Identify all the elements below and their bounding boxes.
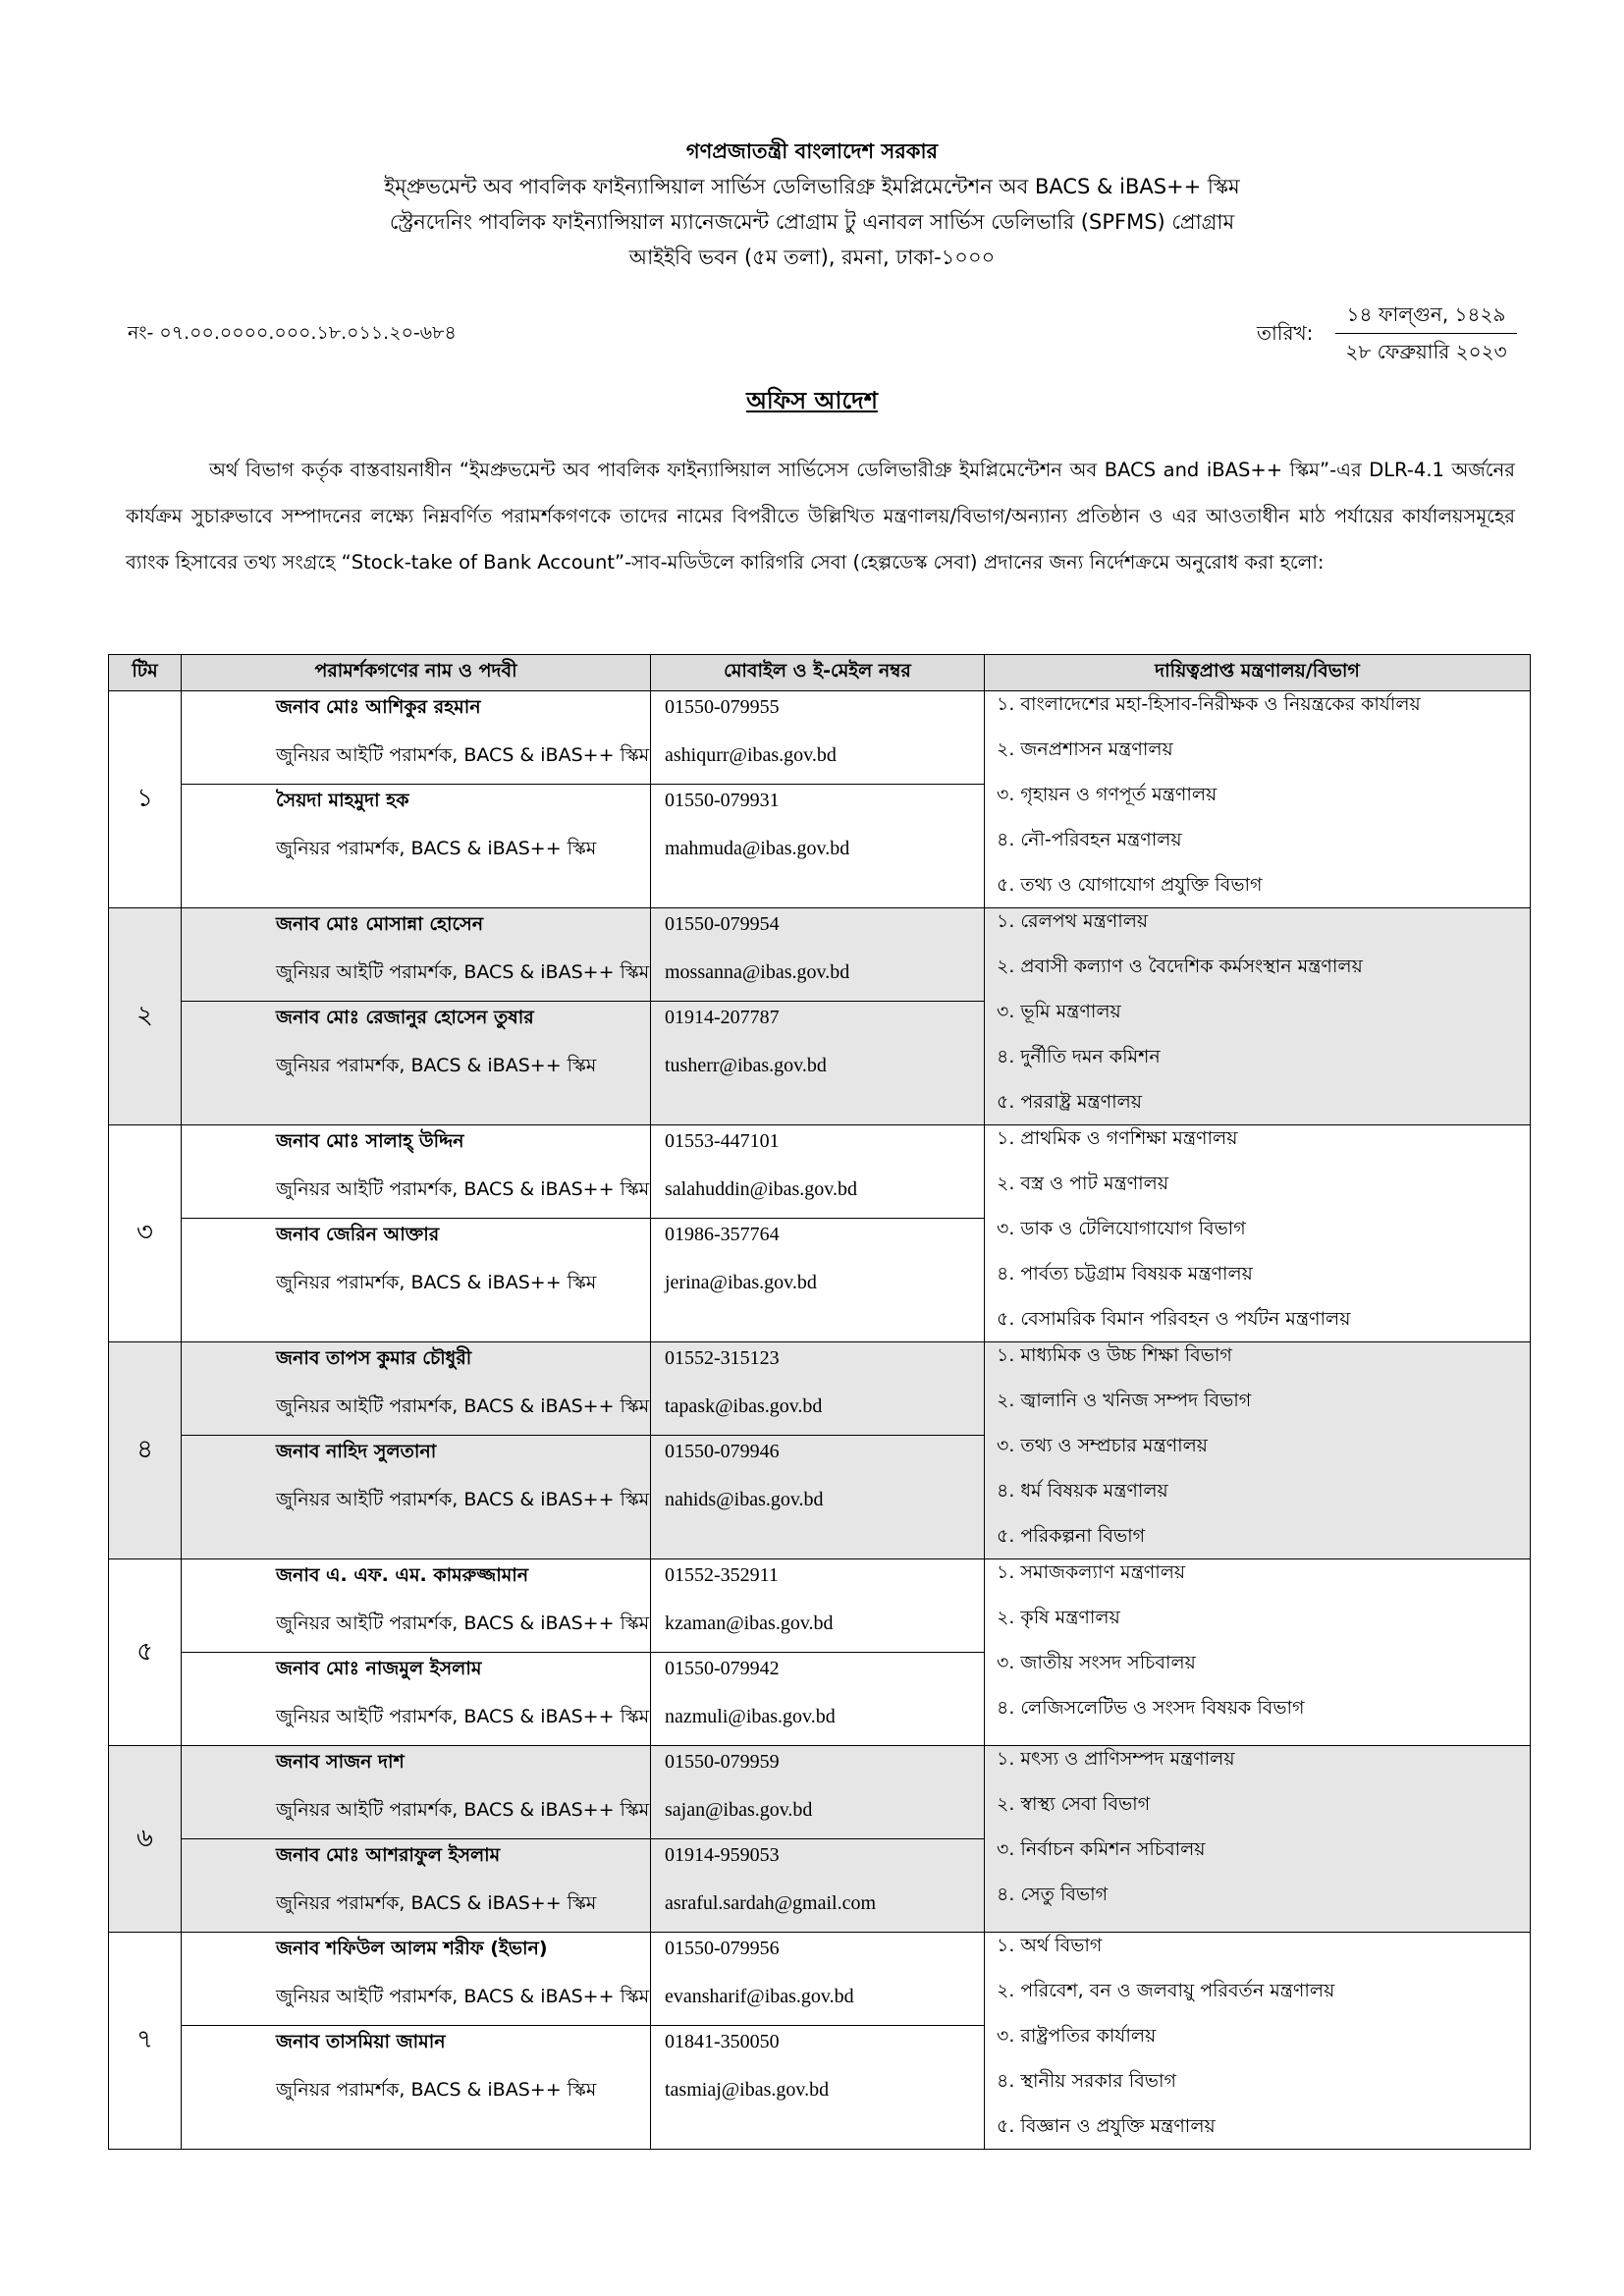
consultant-entry [182,1559,650,1652]
ministry-item: ৪. নৌ-পরিবহন মন্ত্রণালয় [997,829,1182,850]
consultant-entry [182,1838,650,1932]
consultant-cell [182,1559,651,1746]
ministry-cell [985,1746,1531,1933]
ministry-item: ২. প্রবাসী কল্যাণ ও বৈদেশিক কর্মসংস্থান মন্ত্রণালয় [997,956,1363,977]
consultant-entry [182,1933,650,2025]
consultant-cell [182,691,651,908]
office-address: আইইবি ভবন (৫ম তলা), রমনা, ঢাকা-১০০০ [628,246,996,269]
team-number: ১ [109,691,182,908]
ministry-item: ৩. ভূমি মন্ত্রণালয় [997,1001,1121,1022]
consultant-cell [182,908,651,1125]
contact-cell [651,1342,985,1559]
consultant-name: সৈয়দা মাহমুদা হক [276,790,409,811]
ministry-item: ৫. পররাষ্ট্র মন্ত্রণালয় [997,1091,1142,1113]
ministry-item: ১. অর্থ বিভাগ [997,1935,1103,1956]
consultant-name: জনাব তাসমিয়া জামান [276,2031,446,2052]
consultant-name: জনাব মোঃ মোসান্না হোসেন [276,913,484,935]
order-title-wrap [0,383,1624,422]
team-group [109,1746,1531,1933]
team-number: ৭ [109,1933,182,2150]
consultant-cell [182,1746,651,1933]
header-name: পরামর্শকগণের নাম ও পদবী [182,655,651,691]
table-row [109,1746,1531,1933]
ministry-item: ১. বাংলাদেশের মহা-হিসাব-নিরীক্ষক ও নিয়ন্ত্রকের কার্যালয় [997,693,1421,715]
consultant-entry [182,2025,650,2118]
consultant-designation: জুনিয়র পরামর্শক, BACS & iBAS++ স্কিম [276,838,597,859]
ministry-item: ৫. বিজ্ঞান ও প্রযুক্তি মন্ত্রণালয় [997,2115,1216,2137]
consultant-name: জনাব মোঃ আশিকুর রহমান [276,696,481,718]
consultant-name: জনাব তাপস কুমার চৌধুরী [276,1347,472,1369]
mobile-number: 01550-079956 [665,1938,780,1959]
table-header-row [109,655,1531,691]
program-title: স্ট্রেনদেনিং পাবলিক ফাইন্যান্সিয়াল ম্যানেজমেন্ট প্রোগ্রাম টু এনাবল সার্ভিস ডেলিভারি (SPFMS) প্রোগ্রাম [389,210,1235,234]
team-group [109,1933,1531,2150]
ministry-item: ১. মাধ্যমিক ও উচ্চ শিক্ষা বিভাগ [997,1344,1232,1366]
email-address: tasmiaj@ibas.gov.bd [665,2079,830,2101]
team-number: ৪ [109,1342,182,1559]
memo-number: নং- ০৭.০০.০০০০.০০০.১৮.০১১.২০-৬৮৪ [128,322,457,344]
ministry-cell [985,691,1531,908]
table-row [109,1559,1531,1746]
date-english: ২৮ ফেব্রুয়ারি ২০২৩ [1345,340,1507,363]
order-title: অফিস আদেশ [746,387,878,414]
mobile-number: 01550-079955 [665,696,780,718]
consultant-designation: জুনিয়র আইটি পরামর্শক, BACS & iBAS++ স্কিম [276,1986,650,2007]
team-number: ৬ [109,1746,182,1933]
contact-entry [651,1933,984,2025]
ministry-item: ১. প্রাথমিক ও গণশিক্ষা মন্ত্রণালয় [997,1127,1238,1149]
ministry-item: ২. স্বাস্থ্য সেবা বিভাগ [997,1793,1151,1815]
consultant-entry [182,1125,650,1218]
email-address: tusherr@ibas.gov.bd [665,1055,827,1076]
table-row [109,1125,1531,1342]
scheme-title: ইম্প্রুভমেন্ট অব পাবলিক ফাইন্যান্সিয়াল সার্ভিস ডেলিভারিগ্রু ইমপ্লিমেন্টেশন অব BACS & iBAS++ স্কিম [384,175,1240,198]
consultant-entry [182,1218,650,1311]
order-body [126,447,1515,585]
team-group [109,1125,1531,1342]
consultant-entry [182,1746,650,1838]
consultant-designation: জুনিয়র পরামর্শক, BACS & iBAS++ স্কিম [276,1272,597,1293]
contact-entry [651,1559,984,1652]
consultant-entry [182,1652,650,1745]
header-team: টিম [109,655,182,691]
header-contact: মোবাইল ও ই-মেইল নম্বর [651,655,985,691]
ministry-item: ৩. নির্বাচন কমিশন সচিবালয় [997,1838,1206,1860]
email-address: evansharif@ibas.gov.bd [665,1986,854,2007]
ministry-cell [985,1125,1531,1342]
ministry-item: ৪. লেজিসলেটিভ ও সংসদ বিষয়ক বিভাগ [997,1697,1305,1719]
mobile-number: 01552-352911 [665,1564,779,1586]
consultant-entry [182,784,650,877]
ministry-item: ৪. সেতু বিভাগ [997,1884,1109,1905]
consultant-name: জনাব সাজন দাশ [276,1751,405,1773]
consultant-table [108,654,1531,2150]
ministry-item: ২. কৃষি মন্ত্রণালয় [997,1607,1120,1628]
contact-entry [651,691,984,784]
consultant-name: জনাব শফিউল আলম শরীফ (ইভান) [276,1938,548,1959]
consultant-name: জনাব মোঃ নাজমুল ইসলাম [276,1658,482,1679]
contact-cell [651,1125,985,1342]
email-address: nahids@ibas.gov.bd [665,1489,824,1510]
contact-entry [651,1125,984,1218]
ministry-item: ৩. ডাক ও টেলিযোগাযোগ বিভাগ [997,1218,1246,1239]
consultant-designation: জুনিয়র পরামর্শক, BACS & iBAS++ স্কিম [276,2079,597,2101]
table-row [109,691,1531,908]
contact-cell [651,1559,985,1746]
email-address: kzaman@ibas.gov.bd [665,1613,834,1634]
consultant-entry [182,908,650,1001]
email-address: nazmuli@ibas.gov.bd [665,1706,836,1727]
order-paragraph: অর্থ বিভাগ কর্তৃক বাস্তবায়নাধীন “ইমপ্রুভমেন্ট অব পাবলিক ফাইন্যান্সিয়াল সার্ভিসেস ডেলিভারীগ্রু ইমপ্লিমেন্টেশন অব BACS and iBAS++ স্কিম”-এর DLR-4.1 অর্জনের কার্যক্রম সুচারুভাবে সম্পাদনের লক্ষ্যে নিম্নবর্ণিত পরামর্শকগণকে তাদের নামের বিপরীতে উল্লিখিত মন্ত্রণালয়/বিভাগ/অন্যান্য প্রতিষ্ঠান ও এর আওতাধীন মাঠ পর্যায়ের কার্যালয়সমূহের ব্যাংক হিসাবের তথ্য সংগ্রহে “Stock-take of Bank Account”-সাব-মডিউলে কারিগরি সেবা (হেল্পডেস্ক সেবা) প্রদানের জন্য নির্দেশক্রমে অনুরোধ করা হলো: [126,459,1515,574]
team-group [109,908,1531,1125]
consultant-name: জনাব নাহিদ সুলতানা [276,1441,437,1462]
email-address: jerina@ibas.gov.bd [665,1272,817,1293]
email-address: ashiqurr@ibas.gov.bd [665,744,837,766]
mobile-number: 01914-959053 [665,1844,780,1866]
consultant-name: জনাব মোঃ সালাহ্ উদ্দিন [276,1130,464,1152]
contact-entry [651,2025,984,2118]
email-address: tapask@ibas.gov.bd [665,1395,823,1417]
contact-entry [651,784,984,877]
contact-entry [651,1001,984,1094]
header-ministry: দায়িত্বপ্রাপ্ত মন্ত্রণালয়/বিভাগ [985,655,1531,691]
ministry-item: ৩. জাতীয় সংসদ সচিবালয় [997,1652,1196,1673]
ministry-item: ৩. রাষ্ট্রপতির কার্যালয় [997,2025,1157,2047]
email-address: mossanna@ibas.gov.bd [665,961,850,983]
contact-cell [651,1746,985,1933]
letterhead [0,134,1624,275]
mobile-number: 01914-207787 [665,1007,780,1028]
ministry-cell [985,1342,1531,1559]
consultant-cell [182,1342,651,1559]
consultant-designation: জুনিয়র আইটি পরামর্শক, BACS & iBAS++ স্কিম [276,1613,650,1634]
table-row [109,1342,1531,1559]
team-number: ৩ [109,1125,182,1342]
government-title: গণপ্রজাতন্ত্রী বাংলাদেশ সরকার [685,139,939,163]
consultant-designation: জুনিয়র আইটি পরামর্শক, BACS & iBAS++ স্কিম [276,961,650,983]
team-group [109,691,1531,908]
date-label: তারিখ: [1257,321,1314,345]
ministry-cell [985,908,1531,1125]
mobile-number: 01841-350050 [665,2031,780,2052]
ministry-item: ২. পরিবেশ, বন ও জলবায়ু পরিবর্তন মন্ত্রণালয় [997,1980,1335,2001]
ministry-item: ১. মৎস্য ও প্রাণিসম্পদ মন্ত্রণালয় [997,1748,1235,1770]
consultant-designation: জুনিয়র পরামর্শক, BACS & iBAS++ স্কিম [276,1892,597,1914]
consultant-designation: জুনিয়র আইটি পরামর্শক, BACS & iBAS++ স্কিম [276,1395,650,1417]
email-address: mahmuda@ibas.gov.bd [665,838,850,859]
ministry-item: ৩. তথ্য ও সম্প্রচার মন্ত্রণালয় [997,1435,1208,1456]
contact-entry [651,1218,984,1311]
ministry-item: ৫. পরিকল্পনা বিভাগ [997,1525,1146,1547]
consultant-name: জনাব মোঃ আশরাফুল ইসলাম [276,1844,501,1866]
consultant-cell [182,1933,651,2150]
contact-entry [651,1746,984,1838]
mobile-number: 01550-079959 [665,1751,780,1773]
consultant-designation: জুনিয়র আইটি পরামর্শক, BACS & iBAS++ স্কিম [276,1706,650,1727]
email-address: sajan@ibas.gov.bd [665,1799,813,1821]
ministry-item: ৪. ধর্ম বিষয়ক মন্ত্রণালয় [997,1480,1168,1502]
date-block [1237,295,1532,373]
consultant-cell [182,1125,651,1342]
date-bangla: ১৪ ফাল্গুন, ১৪২৯ [1346,302,1506,326]
consultant-designation: জুনিয়র আইটি পরামর্শক, BACS & iBAS++ স্কিম [276,1799,650,1821]
ministry-item: ৩. গৃহায়ন ও গণপূর্ত মন্ত্রণালয় [997,784,1218,805]
ministry-item: ৪. স্থানীয় সরকার বিভাগ [997,2070,1176,2092]
email-address: salahuddin@ibas.gov.bd [665,1178,857,1200]
date-divider [1335,333,1517,334]
ministry-item: ৫. তথ্য ও যোগাযোগ প্রযুক্তি বিভাগ [997,874,1263,896]
team-group [109,1342,1531,1559]
contact-entry [651,1652,984,1745]
ministry-item: ৪. পার্বত্য চট্টগ্রাম বিষয়ক মন্ত্রণালয় [997,1263,1253,1285]
email-address: asraful.sardah@gmail.com [665,1892,877,1914]
consultant-entry [182,1001,650,1094]
mobile-number: 01550-079946 [665,1441,780,1462]
consultant-entry [182,1342,650,1435]
ministry-item: ১. রেলপথ মন্ত্রণালয় [997,910,1149,932]
consultant-designation: জুনিয়র আইটি পরামর্শক, BACS & iBAS++ স্কিম [276,1489,650,1510]
mobile-number: 01986-357764 [665,1224,780,1245]
consultant-designation: জুনিয়র আইটি পরামর্শক, BACS & iBAS++ স্কিম [276,1178,650,1200]
ministry-item: ২. জ্বালানি ও খনিজ সম্পদ বিভাগ [997,1390,1252,1411]
table-row [109,908,1531,1125]
mobile-number: 01553-447101 [665,1130,780,1152]
mobile-number: 01550-079931 [665,790,780,811]
contact-cell [651,908,985,1125]
consultant-designation: জুনিয়র আইটি পরামর্শক, BACS & iBAS++ স্কিম [276,744,650,766]
ministry-cell [985,1933,1531,2150]
team-number: ২ [109,908,182,1125]
consultant-entry [182,1435,650,1528]
ministry-item: ১. সমাজকল্যাণ মন্ত্রণালয় [997,1561,1186,1583]
ministry-cell [985,1559,1531,1746]
consultant-designation: জুনিয়র পরামর্শক, BACS & iBAS++ স্কিম [276,1055,597,1076]
team-group [109,1559,1531,1746]
mobile-number: 01550-079954 [665,913,780,935]
ministry-item: ২. বস্ত্র ও পাট মন্ত্রণালয় [997,1173,1169,1194]
contact-entry [651,1342,984,1435]
contact-cell [651,691,985,908]
consultant-entry [182,691,650,784]
contact-entry [651,908,984,1001]
contact-entry [651,1838,984,1932]
mobile-number: 01550-079942 [665,1658,780,1679]
ministry-item: ৫. বেসামরিক বিমান পরিবহন ও পর্যটন মন্ত্রণালয় [997,1308,1351,1330]
team-number: ৫ [109,1559,182,1746]
ministry-item: ২. জনপ্রশাসন মন্ত্রণালয় [997,738,1173,760]
mobile-number: 01552-315123 [665,1347,780,1369]
consultant-name: জনাব জেরিন আক্তার [276,1224,440,1245]
contact-cell [651,1933,985,2150]
contact-entry [651,1435,984,1528]
consultant-name: জনাব এ. এফ. এম. কামরুজ্জামান [276,1564,529,1586]
ministry-item: ৪. দুর্নীতি দমন কমিশন [997,1046,1161,1067]
consultant-name: জনাব মোঃ রেজানুর হোসেন তুষার [276,1007,534,1028]
table-row [109,1933,1531,2150]
